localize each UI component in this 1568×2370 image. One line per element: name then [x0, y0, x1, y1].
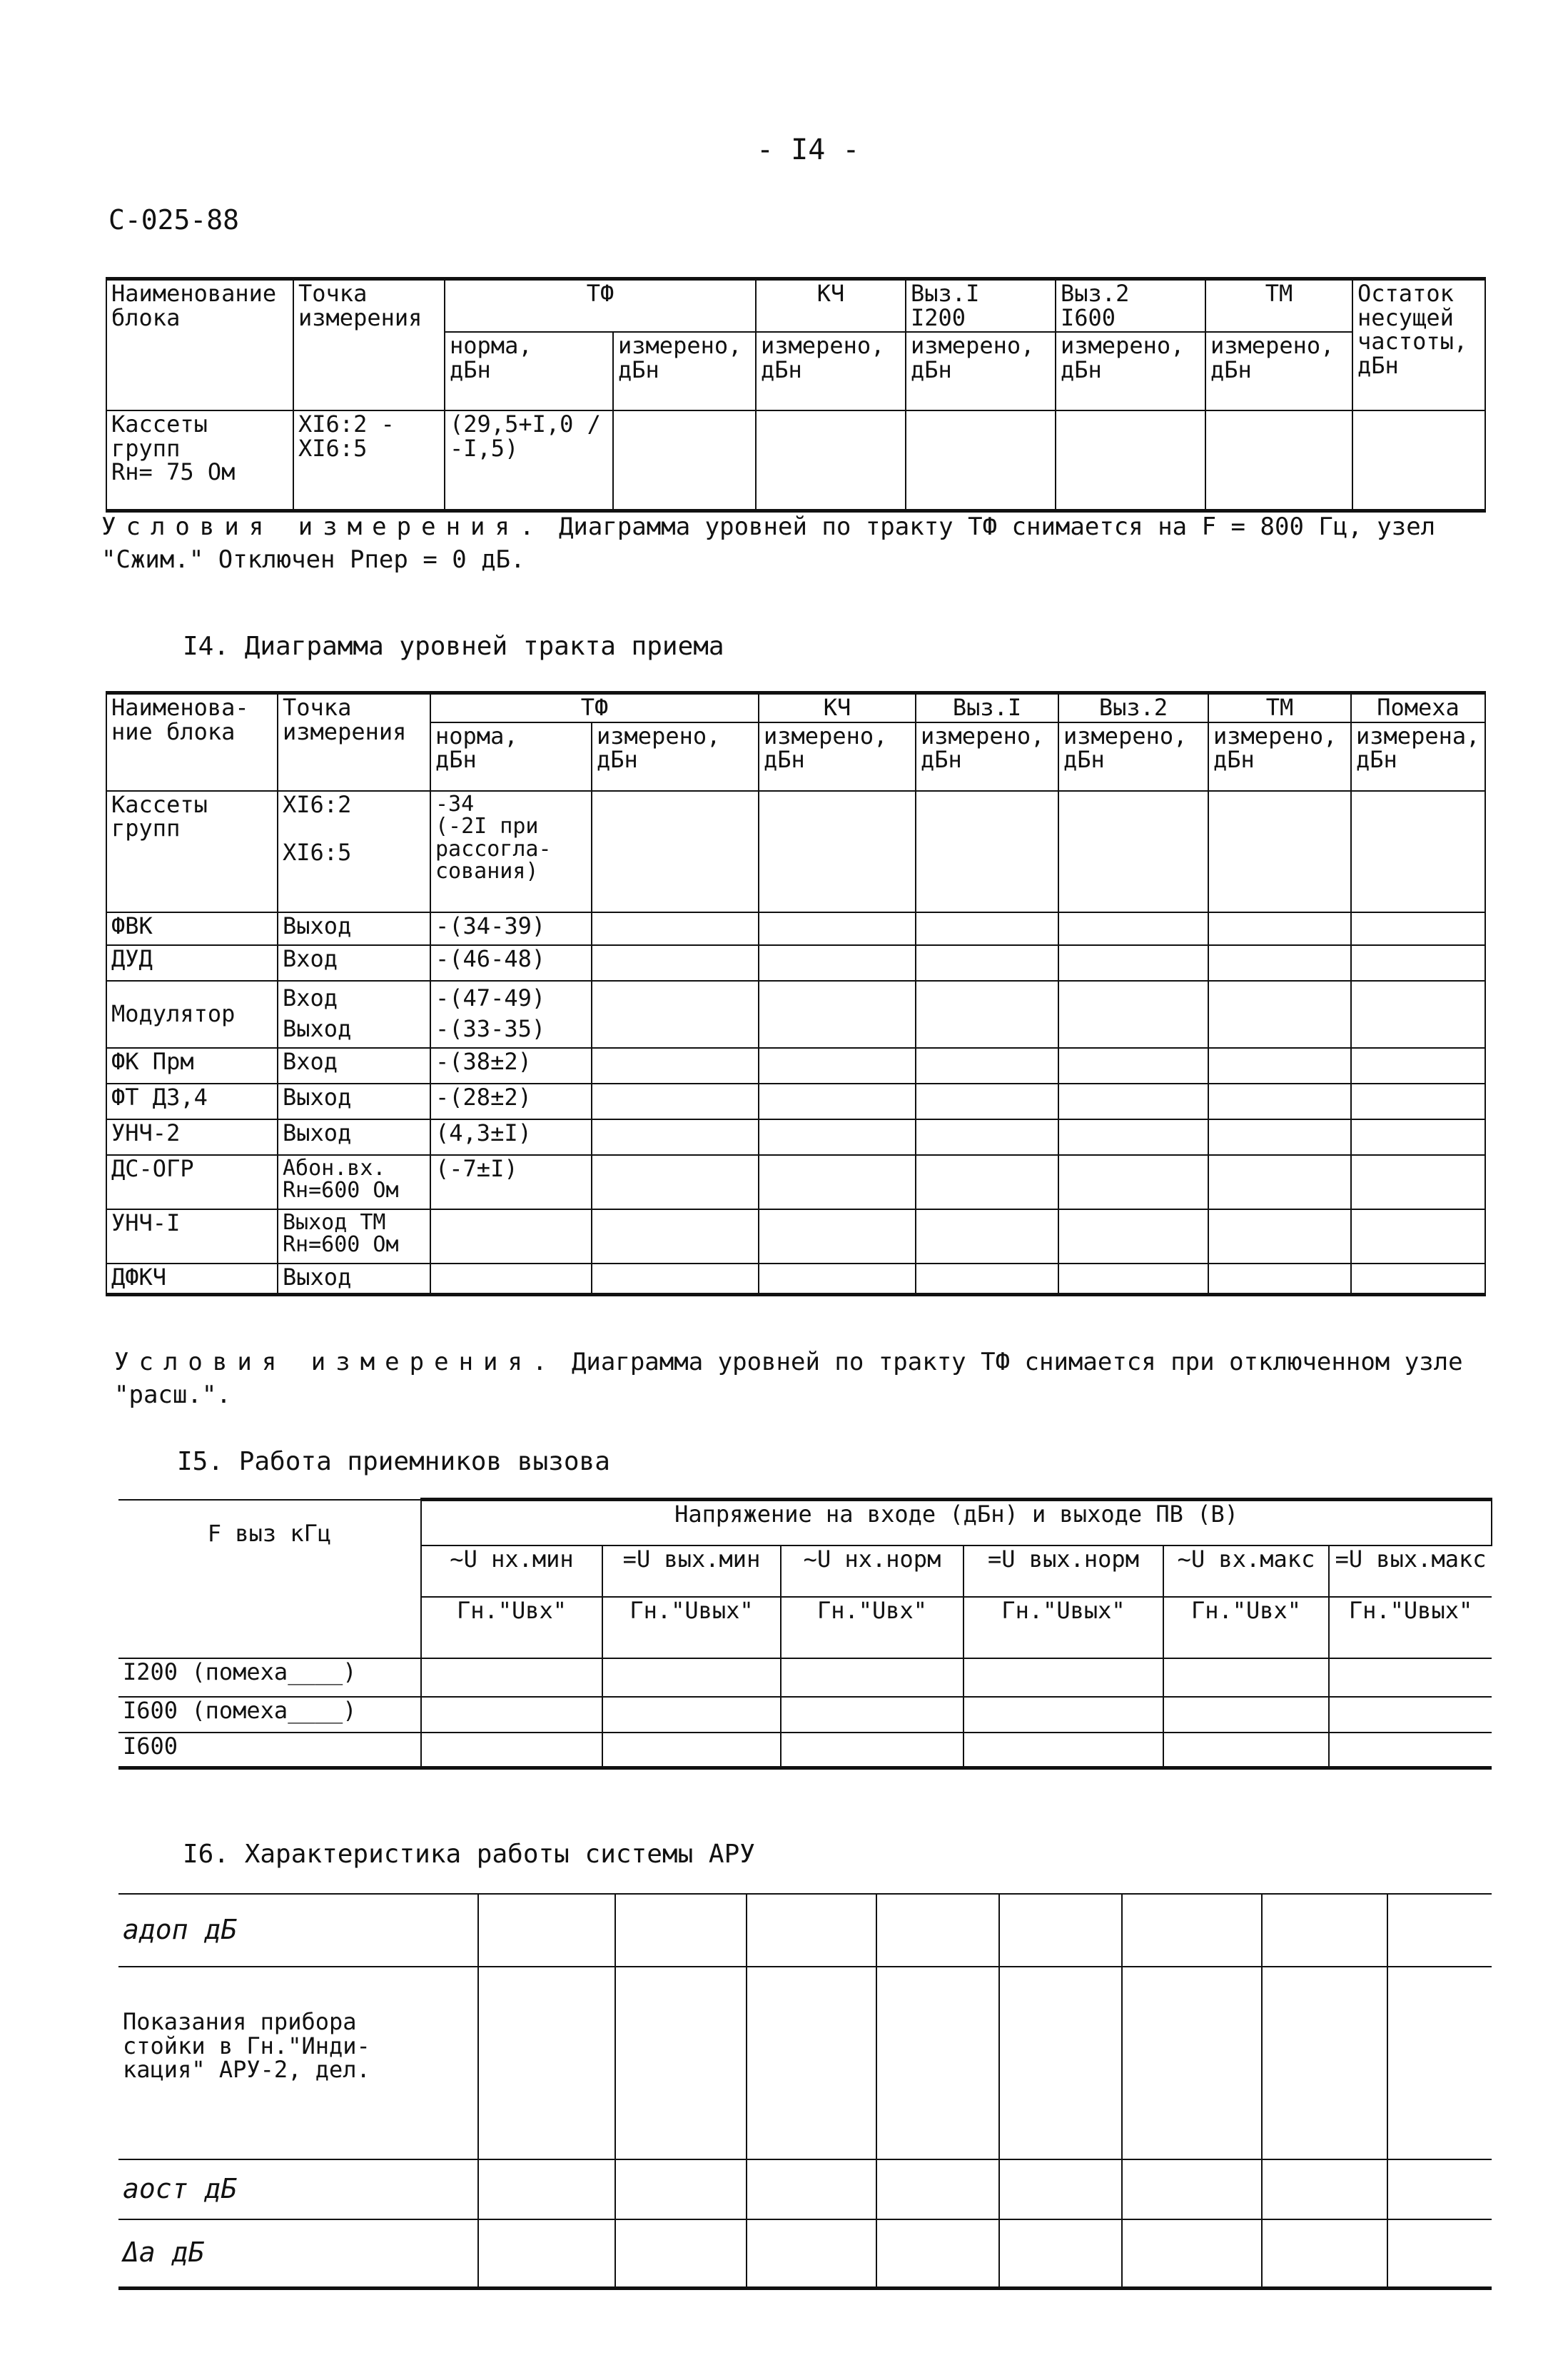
cell-empty[interactable] — [1262, 2219, 1387, 2288]
cell-empty[interactable] — [1387, 1894, 1492, 1967]
header-norm: норма, дБн — [430, 722, 592, 791]
cell-empty[interactable] — [759, 1119, 916, 1155]
cell-empty[interactable] — [592, 981, 759, 1048]
row-block-name: Кассеты групп Rн= 75 Ом — [106, 410, 293, 510]
header-measured: измерено, дБн — [613, 332, 756, 410]
row-measure-point: Вход — [278, 945, 430, 981]
header-measure-point: Точка измерения — [293, 279, 445, 411]
cell-empty[interactable] — [1387, 2159, 1492, 2219]
cell-empty[interactable] — [781, 1733, 963, 1768]
cell-empty[interactable] — [1058, 1209, 1208, 1264]
cell-empty[interactable] — [1351, 1119, 1485, 1155]
header-measured: измерено, дБн — [592, 722, 759, 791]
row-agc-indicator: Показания прибора стойки в Гн."Инди- кация" АРУ-2, дел. — [118, 1967, 478, 2159]
cell-empty[interactable] — [602, 1697, 781, 1733]
header-jack-uin: Гн."Uвх" — [781, 1597, 963, 1658]
cell-empty[interactable] — [963, 1733, 1163, 1768]
cell-empty[interactable] — [478, 1967, 615, 2159]
cell-empty[interactable] — [1329, 1733, 1492, 1768]
header-norm: норма, дБн — [445, 332, 613, 410]
cell-empty[interactable] — [916, 1084, 1058, 1119]
cell-empty[interactable] — [1122, 1894, 1262, 1967]
cell-empty[interactable] — [1205, 410, 1352, 510]
cell-empty[interactable] — [1351, 1155, 1485, 1209]
table-agc-characteristics — [118, 1893, 1492, 2290]
cell-empty[interactable] — [1208, 912, 1351, 945]
cell-empty[interactable] — [759, 1048, 916, 1084]
cell-empty[interactable] — [602, 1733, 781, 1768]
header-kch: КЧ — [756, 279, 906, 333]
header-jack-uout: Гн."Uвых" — [1329, 1597, 1492, 1658]
cell-empty[interactable] — [478, 1894, 615, 1967]
header-u-out-max: =U вых.макс — [1329, 1545, 1492, 1597]
row-norm-value: -(46-48) — [430, 945, 592, 981]
conditions-text: Диаграмма уровней по тракту ТФ снимается на F = 800 Гц, узел "Сжим." Отключен Pпер = 0 дБ. — [101, 513, 1436, 574]
cell-empty[interactable] — [1351, 912, 1485, 945]
header-kch-measured: измерено, дБн — [759, 722, 916, 791]
header-measure-point: Точка измерения — [278, 693, 430, 791]
cell-empty[interactable] — [421, 1733, 602, 1768]
cell-empty[interactable] — [999, 1967, 1122, 2159]
row-measure-point: XI6:2 - XI6:5 — [293, 410, 445, 510]
cell-empty[interactable] — [1262, 2159, 1387, 2219]
cell-empty[interactable] — [1058, 1119, 1208, 1155]
cell-empty[interactable] — [916, 1155, 1058, 1209]
row-block-name: ДС-ОГР — [106, 1155, 278, 1209]
row-block-name: ФК Прм — [106, 1048, 278, 1084]
header-vyz1-measured: измерено, дБн — [906, 332, 1056, 410]
cell-empty[interactable] — [916, 1264, 1058, 1295]
cell-empty[interactable] — [1262, 1894, 1387, 1967]
header-vyz2-measured: измерено, дБн — [1056, 332, 1205, 410]
header-jack-uout: Гн."Uвых" — [602, 1597, 781, 1658]
header-kch: КЧ — [759, 693, 916, 722]
cell-empty[interactable] — [1329, 1697, 1492, 1733]
row-measure-point: Абон.вх. Rн=600 Ом — [278, 1155, 430, 1209]
row-norm-value: -(47-49) -(33-35) — [430, 981, 592, 1048]
cell-empty[interactable] — [759, 912, 916, 945]
row-norm-value: (4,3±I) — [430, 1119, 592, 1155]
cell-empty[interactable] — [1056, 410, 1205, 510]
cell-empty[interactable] — [478, 2159, 615, 2219]
page-number: - I4 - — [757, 133, 860, 166]
cell-empty[interactable] — [999, 2219, 1122, 2288]
section-title-16: I6. Характеристика работы системы АРУ — [183, 1840, 755, 1869]
header-tf: ТФ — [430, 693, 759, 722]
conditions-text: Диаграмма уровней по тракту ТФ снимается при отключенном узле "расш.". — [114, 1348, 1463, 1409]
header-kch-measured: измерено, дБн — [756, 332, 906, 410]
header-block-name: Наименование блока — [106, 279, 293, 411]
row-frequency: I200 (помеха____) — [118, 1658, 421, 1697]
cell-empty[interactable] — [1163, 1658, 1329, 1697]
cell-empty[interactable] — [1058, 791, 1208, 912]
cell-empty[interactable] — [759, 1155, 916, 1209]
cell-empty[interactable] — [876, 2219, 999, 2288]
conditions-label: Условия измерения. — [114, 1348, 557, 1376]
document-code: С-025-88 — [108, 204, 240, 236]
cell-empty[interactable] — [613, 410, 756, 510]
cell-empty[interactable] — [916, 945, 1058, 981]
cell-empty[interactable] — [1058, 1084, 1208, 1119]
cell-empty[interactable] — [592, 1048, 759, 1084]
cell-empty[interactable] — [916, 981, 1058, 1048]
row-measure-point: Выход ТМ Rн=600 Ом — [278, 1209, 430, 1264]
header-call-frequency: F выз кГц — [118, 1500, 421, 1658]
table-transmit-levels — [106, 277, 1486, 513]
header-vyz2: Выз.2 — [1058, 693, 1208, 722]
cell-empty[interactable] — [747, 1894, 876, 1967]
cell-empty[interactable] — [1058, 1048, 1208, 1084]
header-tm: ТМ — [1205, 279, 1352, 333]
cell-empty[interactable] — [759, 791, 916, 912]
header-voltage-group: Напряжение на входе (дБн) и выходе ПВ (В) — [421, 1500, 1492, 1545]
header-tm-measured: измерено, дБн — [1205, 332, 1352, 410]
header-u-in-min: ~U нх.мин — [421, 1545, 602, 1597]
cell-empty[interactable] — [963, 1697, 1163, 1733]
cell-empty[interactable] — [1352, 410, 1485, 510]
header-u-in-norm: ~U нх.норм — [781, 1545, 963, 1597]
row-norm-value: -34 (-2I при рассогла- сования) — [430, 791, 592, 912]
cell-empty[interactable] — [999, 2159, 1122, 2219]
row-measure-point: Выход — [278, 912, 430, 945]
cell-empty[interactable] — [1208, 791, 1351, 912]
cell-empty[interactable] — [759, 1084, 916, 1119]
cell-empty[interactable] — [592, 912, 759, 945]
cell-empty[interactable] — [1351, 1209, 1485, 1264]
cell-empty[interactable] — [615, 1967, 747, 2159]
cell-empty[interactable] — [876, 2159, 999, 2219]
section-title-15: I5. Работа приемников вызова — [177, 1447, 610, 1476]
row-measure-point: Выход — [278, 1084, 430, 1119]
cell-empty[interactable] — [906, 410, 1056, 510]
row-norm-value — [430, 1264, 592, 1295]
header-u-in-max: ~U вх.макс — [1163, 1545, 1329, 1597]
header-tm: ТМ — [1208, 693, 1351, 722]
header-tf: ТФ — [445, 279, 756, 333]
row-frequency: I600 (помеха____) — [118, 1697, 421, 1733]
header-tm-measured: измерено, дБн — [1208, 722, 1351, 791]
conditions-label: Условия измерения. — [101, 513, 545, 541]
cell-empty[interactable] — [999, 1894, 1122, 1967]
cell-empty[interactable] — [1163, 1733, 1329, 1768]
cell-empty[interactable] — [1329, 1658, 1492, 1697]
cell-empty[interactable] — [876, 1894, 999, 1967]
cell-empty[interactable] — [478, 2219, 615, 2288]
cell-empty[interactable] — [1351, 945, 1485, 981]
row-a-dop: aдоп дБ — [118, 1894, 478, 1967]
cell-empty[interactable] — [421, 1697, 602, 1733]
conditions-note-rx — [114, 1346, 1513, 1412]
cell-empty[interactable] — [756, 410, 906, 510]
header-vyz1-measured: измерено, дБн — [916, 722, 1058, 791]
cell-empty[interactable] — [592, 1084, 759, 1119]
row-norm-value — [430, 1209, 592, 1264]
cell-empty[interactable] — [1122, 1967, 1262, 2159]
cell-empty[interactable] — [592, 1119, 759, 1155]
header-vyz1: Выз.I I200 — [906, 279, 1056, 333]
cell-empty[interactable] — [1351, 1084, 1485, 1119]
cell-empty[interactable] — [1208, 1048, 1351, 1084]
row-block-name: ФВК — [106, 912, 278, 945]
cell-empty[interactable] — [592, 1209, 759, 1264]
row-measure-point: XI6:2 XI6:5 — [278, 791, 430, 912]
cell-empty[interactable] — [916, 912, 1058, 945]
row-norm-value: -(38±2) — [430, 1048, 592, 1084]
cell-empty[interactable] — [592, 945, 759, 981]
cell-empty[interactable] — [963, 1658, 1163, 1697]
row-block-name: УНЧ-I — [106, 1209, 278, 1264]
row-block-name: ФТ ДЗ,4 — [106, 1084, 278, 1119]
header-residual-carrier: Остаток несущей частоты, дБн — [1352, 279, 1485, 411]
cell-empty[interactable] — [1387, 2219, 1492, 2288]
row-norm-value: (29,5+I,0 / -I,5) — [445, 410, 613, 510]
cell-empty[interactable] — [592, 791, 759, 912]
cell-empty[interactable] — [759, 981, 916, 1048]
cell-empty[interactable] — [747, 1967, 876, 2159]
cell-empty[interactable] — [592, 1264, 759, 1295]
table-receive-levels — [106, 691, 1486, 1296]
row-block-name: УНЧ-2 — [106, 1119, 278, 1155]
cell-empty[interactable] — [1208, 1155, 1351, 1209]
cell-empty[interactable] — [615, 1894, 747, 1967]
row-measure-point: Выход — [278, 1119, 430, 1155]
cell-empty[interactable] — [1058, 1155, 1208, 1209]
cell-empty[interactable] — [1351, 1264, 1485, 1295]
row-block-name: ДФКЧ — [106, 1264, 278, 1295]
row-norm-value: -(34-39) — [430, 912, 592, 945]
cell-empty[interactable] — [1122, 2159, 1262, 2219]
cell-empty[interactable] — [916, 1119, 1058, 1155]
header-jack-uin: Гн."Uвх" — [421, 1597, 602, 1658]
cell-empty[interactable] — [615, 2219, 747, 2288]
row-measure-point: Вход — [278, 1048, 430, 1084]
cell-empty[interactable] — [916, 791, 1058, 912]
cell-empty[interactable] — [1163, 1697, 1329, 1733]
cell-empty[interactable] — [1122, 2219, 1262, 2288]
cell-empty[interactable] — [781, 1658, 963, 1697]
cell-empty[interactable] — [1208, 1119, 1351, 1155]
cell-empty[interactable] — [615, 2159, 747, 2219]
section-title-14: I4. Диаграмма уровней тракта приема — [183, 632, 724, 661]
cell-empty[interactable] — [781, 1697, 963, 1733]
row-a-ost: aост дБ — [118, 2159, 478, 2219]
row-frequency: I600 — [118, 1733, 421, 1768]
cell-empty[interactable] — [747, 2219, 876, 2288]
cell-empty[interactable] — [1351, 981, 1485, 1048]
cell-empty[interactable] — [602, 1658, 781, 1697]
row-norm-value: -(28±2) — [430, 1084, 592, 1119]
cell-empty[interactable] — [1262, 1967, 1387, 2159]
row-measure-point: Вход Выход — [278, 981, 430, 1048]
cell-empty[interactable] — [592, 1155, 759, 1209]
cell-empty[interactable] — [916, 1048, 1058, 1084]
row-block-name: ДУД — [106, 945, 278, 981]
cell-empty[interactable] — [1208, 1084, 1351, 1119]
header-noise: Помеха — [1351, 693, 1485, 722]
cell-empty[interactable] — [916, 1209, 1058, 1264]
header-u-out-norm: =U вых.норм — [963, 1545, 1163, 1597]
row-delta-a: Δa дБ — [118, 2219, 478, 2288]
header-jack-uin: Гн."Uвх" — [1163, 1597, 1329, 1658]
cell-empty[interactable] — [421, 1658, 602, 1697]
conditions-note-tx — [101, 511, 1500, 577]
cell-empty[interactable] — [747, 2159, 876, 2219]
header-vyz2-measured: измерено, дБн — [1058, 722, 1208, 791]
cell-empty[interactable] — [1351, 791, 1485, 912]
cell-empty[interactable] — [1208, 981, 1351, 1048]
cell-empty[interactable] — [1208, 1264, 1351, 1295]
cell-empty[interactable] — [759, 1209, 916, 1264]
row-block-name: Модулятор — [106, 981, 278, 1048]
header-u-out-min: =U вых.мин — [602, 1545, 781, 1597]
header-noise-measured: измерена, дБн — [1351, 722, 1485, 791]
cell-empty[interactable] — [1208, 945, 1351, 981]
header-block-name: Наименова- ние блока — [106, 693, 278, 791]
cell-empty[interactable] — [876, 1967, 999, 2159]
header-vyz2: Выз.2 I600 — [1056, 279, 1205, 333]
row-block-name: Кассеты групп — [106, 791, 278, 912]
row-norm-value: (-7±I) — [430, 1155, 592, 1209]
cell-empty[interactable] — [759, 945, 916, 981]
row-measure-point: Выход — [278, 1264, 430, 1295]
cell-empty[interactable] — [1351, 1048, 1485, 1084]
cell-empty[interactable] — [1058, 1264, 1208, 1295]
cell-empty[interactable] — [759, 1264, 916, 1295]
cell-empty[interactable] — [1058, 981, 1208, 1048]
table-call-receivers — [118, 1498, 1492, 1770]
cell-empty[interactable] — [1387, 1967, 1492, 2159]
cell-empty[interactable] — [1208, 1209, 1351, 1264]
cell-empty[interactable] — [1058, 912, 1208, 945]
header-vyz1: Выз.I — [916, 693, 1058, 722]
header-jack-uout: Гн."Uвых" — [963, 1597, 1163, 1658]
cell-empty[interactable] — [1058, 945, 1208, 981]
